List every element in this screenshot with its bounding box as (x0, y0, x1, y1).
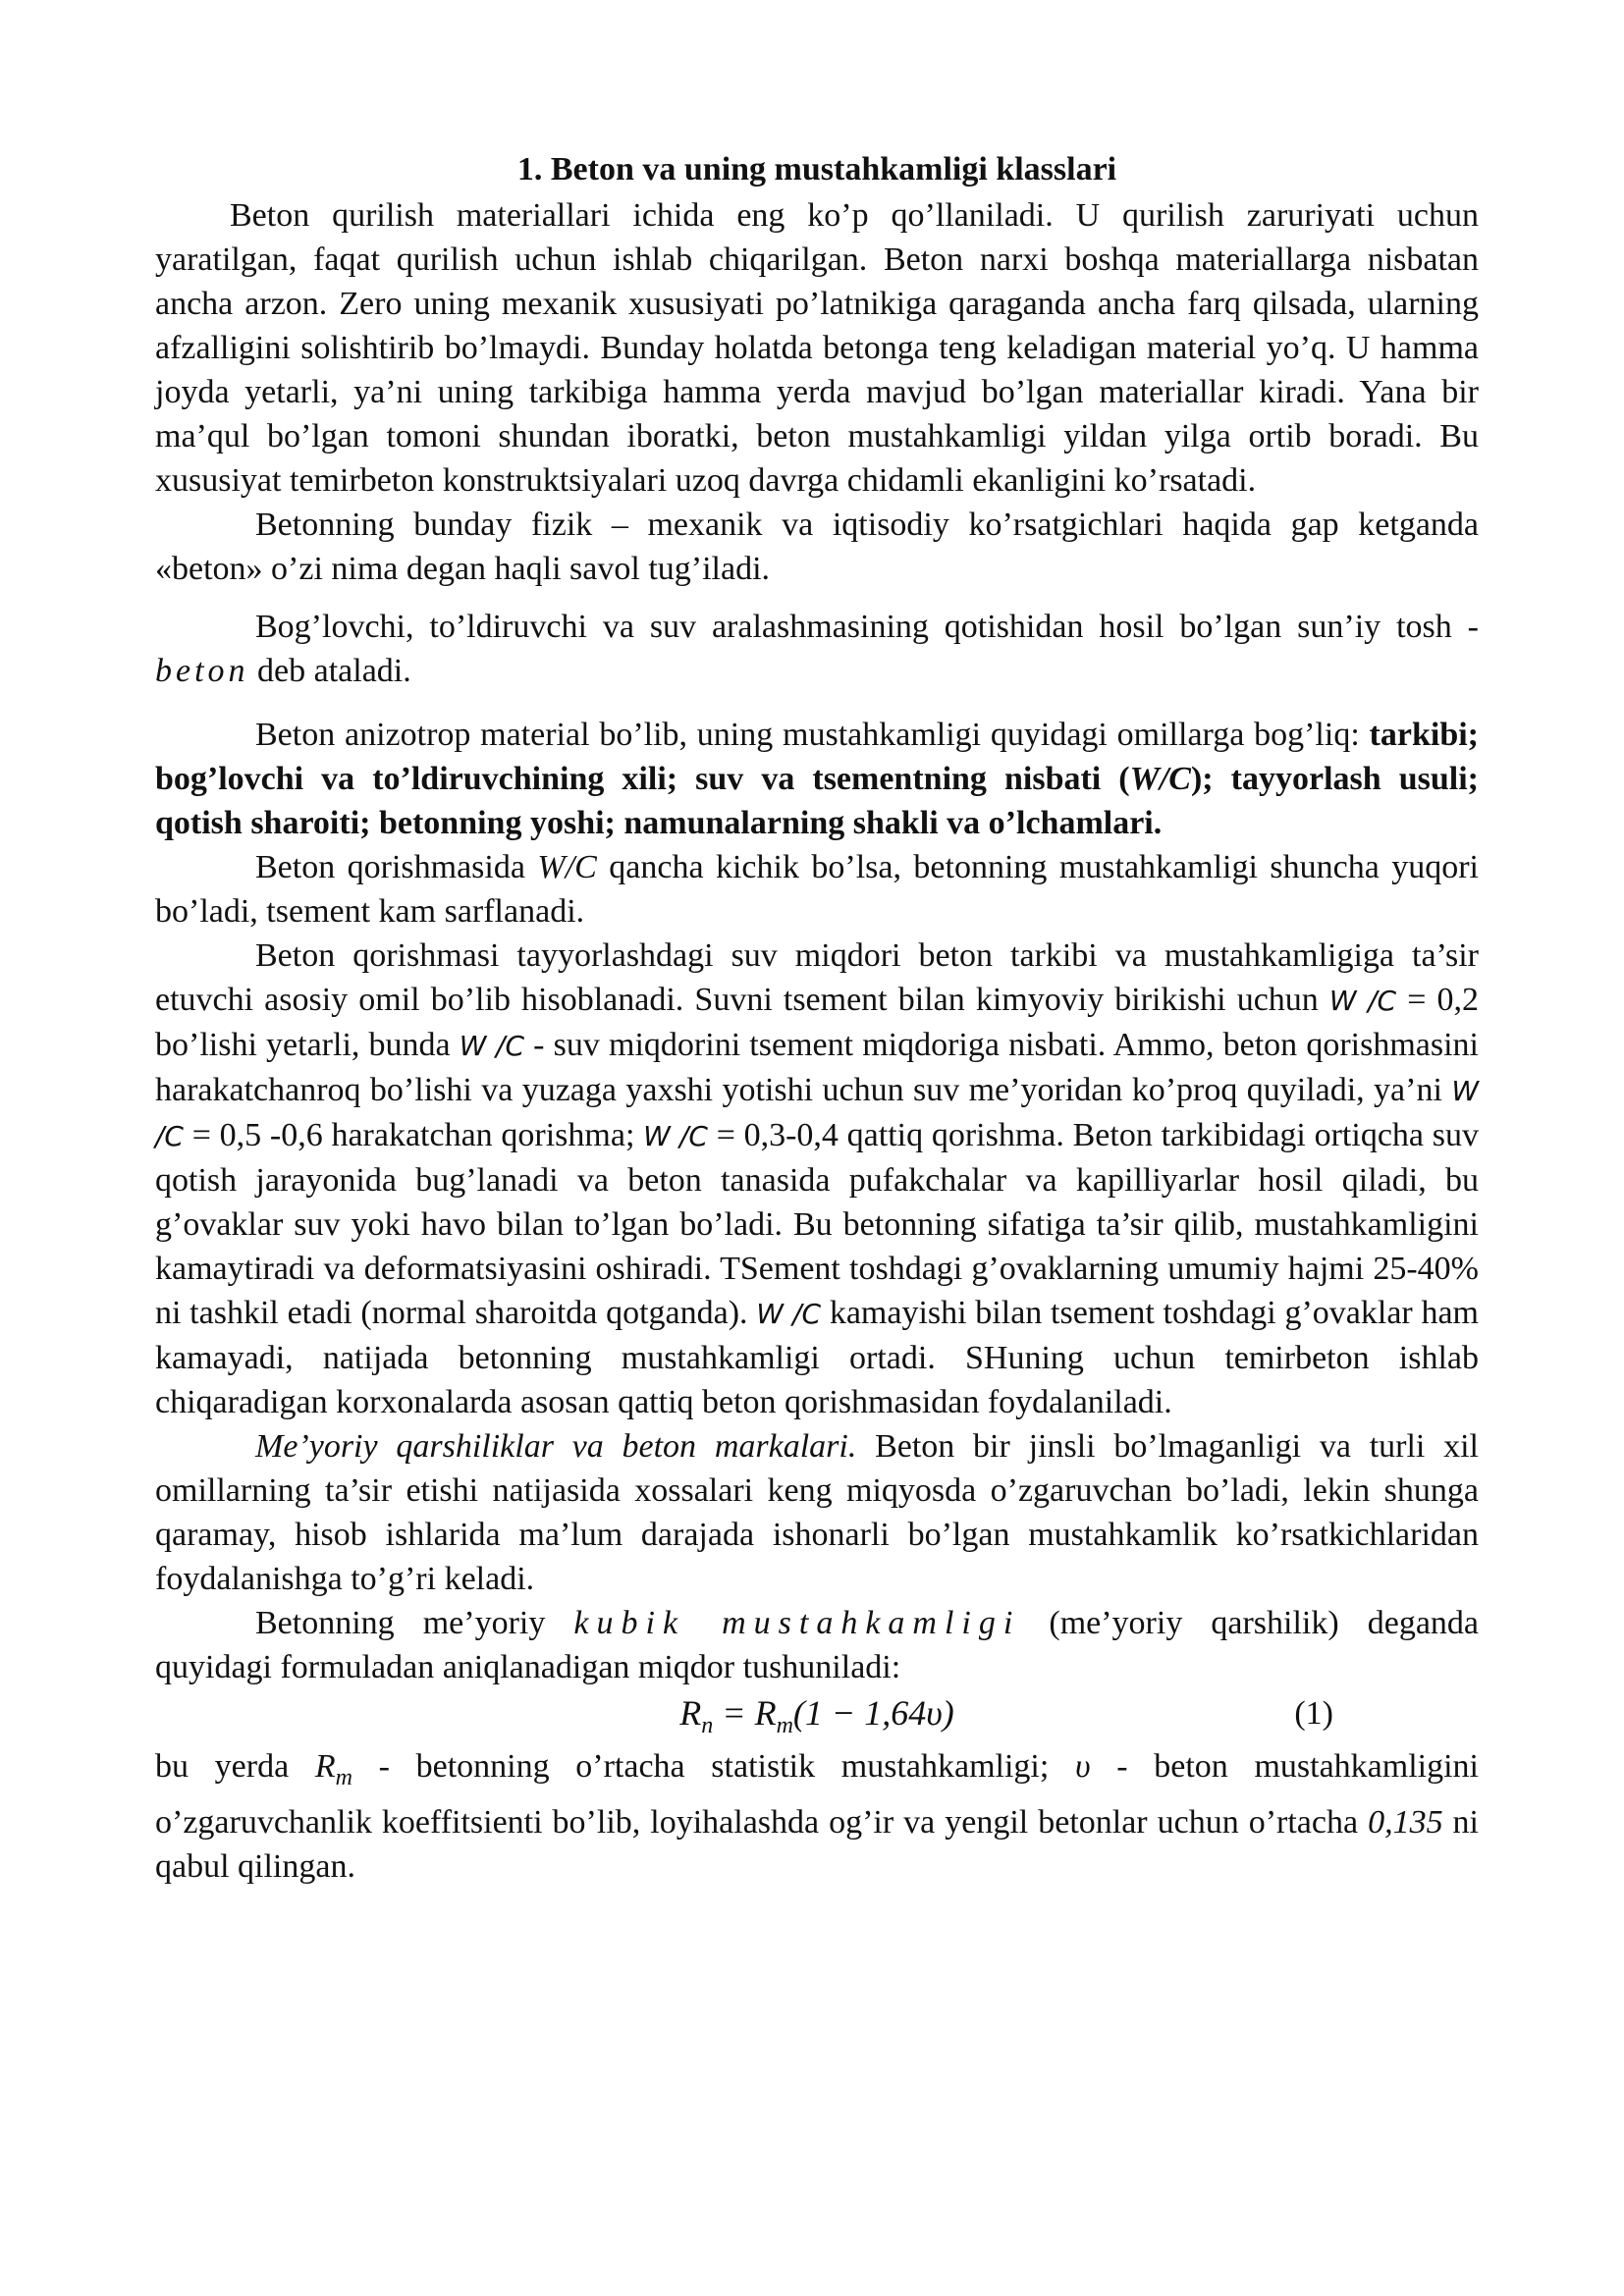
wc-symbol-2: W /C (459, 1030, 525, 1062)
formula-lhs: R (679, 1693, 702, 1733)
paragraph-definition (155, 605, 1479, 693)
where-upsilon: υ (1074, 1748, 1091, 1785)
section-title: 1. Beton va uning mustahkamligi klasslari (516, 151, 1117, 187)
where-rm-sub: m (335, 1764, 352, 1790)
formula-row (155, 1691, 1479, 1742)
paragraph-factors (155, 713, 1479, 845)
document-page (155, 147, 1479, 1889)
wc-symbol-3: W /C (155, 1075, 1479, 1152)
paragraph-where (155, 1744, 1479, 1889)
normative-heading: Me’yoriy qarshiliklar va beton markalari. (255, 1428, 857, 1465)
paragraph-intro: Beton qurilish materiallari ichida eng ko’p qo’llaniladi. U qurilish zaruriyati uchun yaratilgan, faqat qurilish uchun ishlab chiqarilgan. Beton narxi boshqa materiallarga nisbatan ancha arzon. Zero uning mexanik xususiyati po’latnikiga qaraganda ancha farq qilsada, ularning afzalligini solishtirib bo’lmaydi. Bunday holatda betonga teng keladigan material yo’q. U hamma joyda yetarli, ya’ni uning tarkibiga hamma yerda mavjud bo’lgan materiallar kiradi. Yana bir ma’qul bo’lgan tomoni shundan iboratki, beton mustahkamligi yildan yilga ortib boradi. Bu xususiyat temirbeton konstruktsiyalari uzoq davrga chidamli ekanligini ko’rsatadi. (155, 197, 1479, 499)
paragraph-question: Betonning bunday fizik – mexanik va iqtisodiy ko’rsatgichlari haqida gap ketganda «beton» o’zi nima degan haqli savol tug’iladi. (155, 507, 1479, 587)
wc-text-a: Beton qorishmasida (255, 849, 538, 885)
water-text-f: kamayishi bilan tsement toshdagi g’ovaklar ham kamayadi, natijada betonning mustahkamligi ortadi. SHuning uchun temirbeton ishlab chiqaradigan korxonalarda asosan qattiq beton qorishmasidan foydalaniladi. (155, 1295, 1479, 1420)
water-text-b: = 0,2 bo’lishi yetarli, bunda (155, 982, 1479, 1063)
water-text-d: = 0,5 -0,6 harakatchan qorishma; (183, 1117, 644, 1153)
wc-symbol-5: W /C (756, 1298, 822, 1330)
factors-wc: W/C (1129, 761, 1191, 797)
formula-rhs-sub: m (776, 1713, 793, 1739)
paragraph-wc-ratio (155, 845, 1479, 934)
cube-text-b: (me’yoriy qarshilik) deganda quyidagi formuladan aniqlanadigan miqdor tushuniladi: (155, 1605, 1480, 1685)
where-value: 0,135 (1368, 1803, 1443, 1841)
where-text-c: - beton mustahkamligini o’zgaruvchanlik koeffitsienti bo’lib, loyihalashda og’ir va yengil betonlar uchun o’rtacha (155, 1748, 1479, 1841)
formula (155, 1691, 1479, 1748)
formula-paren: (1 − 1,64υ) (792, 1693, 954, 1733)
formula-equals: = (713, 1693, 755, 1733)
cube-term: kubik mustahkamligi (573, 1605, 1021, 1641)
wc-symbol-1: W /C (1328, 985, 1397, 1017)
formula-lhs-sub: n (701, 1713, 714, 1739)
definition-text: Bog’lovchi, to’ldiruvchi va suv aralashmasining qotishidan hosil bo’lgan sun’iy tosh - (255, 609, 1479, 645)
normative-text: Beton bir jinsli bo’lmaganligi va turli xil omillarning ta’sir etishi natijasida xossalari keng miqyosda o’zgaruvchan bo’ladi, lekin shunga qaramay, hisob ishlarida ma’lum darajada ishonarli bo’lgan mustahkamlik ko’rsatkichlaridan foydalanishga to’g’ri keladi. (155, 1428, 1479, 1597)
where-rm: R (314, 1748, 336, 1785)
cube-text-a: Betonning me’yoriy (255, 1605, 574, 1641)
equation-number: (1) (1294, 1695, 1333, 1732)
factors-list-a: tarkibi; bog’lovchi va to’ldiruvchining xili; suv va tsementning nisbati ( (155, 717, 1479, 797)
definition-tail: deb ataladi. (248, 653, 411, 689)
paragraph-water (155, 934, 1479, 1424)
wc-symbol: W/C (537, 849, 597, 885)
paragraph-cube-strength (155, 1601, 1479, 1689)
wc-text-b: qancha kichik bo’lsa, betonning mustahkamligi shuncha yuqori bo’ladi, tsement kam sarflanadi. (155, 849, 1479, 930)
where-text-a: bu yerda (155, 1748, 315, 1785)
where-text-d: ni qabul qilingan. (155, 1803, 1479, 1885)
factors-intro: Beton anizotrop material bo’lib, uning mustahkamligi quyidagi omillarga bog’liq: (255, 717, 1370, 753)
where-text-b: - betonning o’rtacha statistik mustahkamligi; (352, 1748, 1075, 1785)
formula-rhs: R (754, 1693, 777, 1733)
water-text-a: Beton qorishmasi tayyorlashdagi suv miqdori beton tarkibi va mustahkamligiga ta’sir etuvchi asosiy omil bo’lib hisoblanadi. Suvni tsement bilan kimyoviy birikishi uchun (155, 937, 1479, 1018)
water-text-c: - suv miqdorini tsement miqdoriga nisbati. Ammo, beton qorishmasini harakatchanroq bo’lishi va yuzaga yaxshi yotishi uchun suv me’yoridan ko’proq quyiladi, ya’ni (155, 1027, 1479, 1108)
wc-symbol-4: W /C (643, 1120, 708, 1152)
water-text-e: = 0,3-0,4 qattiq qorishma. Beton tarkibidagi ortiqcha suv qotish jarayonida bug’lanadi va beton tanasida pufakchalar va kapilliyarlar hosil qiladi, bu g’ovaklar suv yoki havo bilan to’lgan bo’ladi. Bu betonning sifatiga ta’sir qilib, mustahkamligini kamaytiradi va deformatsiyasini oshiradi. TSement toshdagi g’ovaklarning umumiy hajmi 25-40% ni tashkil etadi (normal sharoitda qotganda). (155, 1117, 1479, 1331)
factors-list-b: ); tayyorlash usuli; qotish sharoiti; betonning yoshi; namunalarning shakli va o’lchamlari. (155, 761, 1479, 841)
defined-term: beton (155, 653, 249, 689)
paragraph-normative (155, 1424, 1479, 1601)
